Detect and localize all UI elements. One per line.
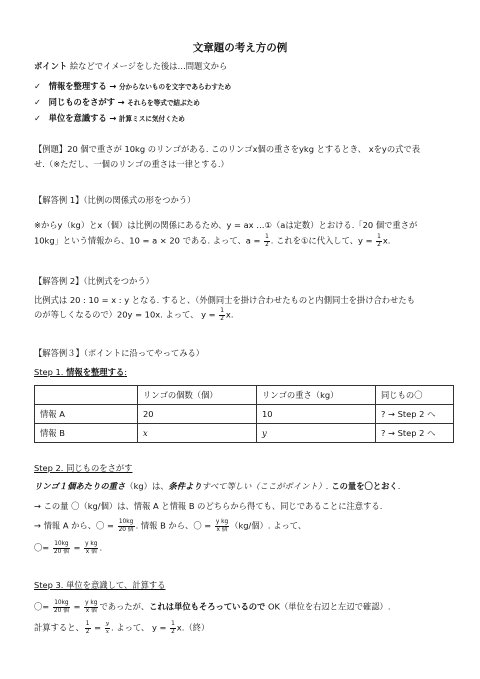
info-table (34, 385, 454, 443)
table-header-row (35, 386, 454, 405)
check-icon: ✓ (34, 81, 41, 91)
fraction: $\frac{1}{2}$ (171, 621, 175, 635)
sol1-text-c: x. (382, 235, 391, 246)
sol1-line-2 (34, 234, 450, 248)
table-header-cell: リンゴの個数（個） (138, 386, 257, 405)
table-cell: 情報 A (35, 405, 138, 424)
sol1-text-b: . これを①に代入して、y = (270, 235, 376, 246)
step2-emph-c: 条件より (168, 481, 202, 491)
step3-text: であったが、 (99, 601, 150, 612)
fraction: $\frac{10kg}{\text{20 個}}$ (53, 541, 69, 555)
step3-text: 計算すると、 (34, 622, 84, 633)
fraction: $\frac{1}{2}$ (85, 621, 90, 635)
fraction: $\frac{10kg}{\text{20 個}}$ (118, 519, 134, 533)
fraction: $\frac{10kg}{\text{20 個}}$ (53, 600, 69, 614)
sol3-heading: 【解答例３】（ポイントに沿ってやってみる） (34, 348, 205, 358)
step2-line-1 (34, 480, 450, 492)
point-item-sub: 分からないものを文字であらわすため (118, 83, 232, 91)
table-cell: ? → Step 2 へ (376, 405, 454, 424)
step2-emph-a: リンゴ１個あたりの重さ (34, 481, 126, 491)
step2-text: . 情報 B から、〇 = (135, 520, 214, 531)
step2-line-3 (34, 519, 450, 533)
sol1-line-1: ※からy（kg）とx（個）は比例の関係にあるため、y = ax …①（aは定数）とおける.「20 個で重さが (34, 220, 418, 230)
arrow: → (117, 97, 125, 107)
table-cell: 20 (138, 405, 257, 424)
step2-text: （kg/個）. よって、 (230, 520, 307, 531)
table-cell: ? → Step 2 へ (376, 424, 454, 443)
step2-line-4 (34, 541, 450, 555)
step3-text: = (91, 622, 104, 633)
step3-heading: Step 3. 単位を意識して、計算する (34, 580, 166, 590)
step1-heading (34, 366, 450, 378)
step2-text: → 情報 A から、〇 = (34, 520, 117, 531)
step1-prefix: Step 1. (34, 367, 67, 377)
step2-text: . (99, 542, 103, 553)
table-row (35, 405, 454, 424)
fraction: $\frac{1}{2}$ (220, 308, 224, 322)
step3-text: . よって、 y = (111, 622, 170, 633)
step3-emph: これは単位もそろっているので (149, 601, 266, 612)
step3-text: 〇= (34, 601, 52, 612)
step2-text: = (70, 542, 84, 553)
sol1-text-a: 10kg」という情報から、10 = a × 20 である. よって、a = (34, 235, 264, 246)
point-item-main: 同じものをさがす (48, 97, 116, 107)
sol2-text-a: のが等しくなるので）20y = 10x. よって、 y = (34, 309, 219, 320)
arrow: → (109, 81, 117, 91)
check-icon: ✓ (34, 113, 41, 123)
step1-suffix: : (124, 367, 127, 377)
check-icon: ✓ (34, 97, 41, 107)
point-item-sub: それらを等式で結ぶため (127, 99, 200, 107)
table-cell: 10 (257, 405, 376, 424)
step3-line-1 (34, 600, 450, 614)
step3-text: OK（単位を右辺と左辺で確認）. (265, 601, 391, 612)
point-item-2 (34, 96, 450, 109)
point-text: 絵などでイメージをした後は…問題文から (69, 61, 228, 71)
step2-text-b: （kg）は、 (125, 481, 169, 491)
point-item-main: 情報を整理する (48, 81, 107, 91)
fraction: $\frac{1}{2}$ (265, 234, 269, 248)
step2-text-f: . (397, 481, 401, 491)
point-item-main: 単位を意識する (48, 113, 107, 123)
sol1-heading: 【解答例 1】（比例の関係式の形をつかう） (34, 195, 196, 205)
table-header-cell: 同じもの〇 (376, 386, 454, 405)
step2-emph-e: この量を〇とおく (331, 481, 398, 491)
step3-line-2 (34, 621, 450, 635)
point-line (34, 60, 450, 72)
sol2-line-1: 比例式は 20 : 10 = x : y となる. すると、（外側同士を掛け合わせたものと内側同士を掛け合わせたも (34, 295, 415, 305)
fraction: $\frac{1}{2}$ (377, 234, 381, 248)
step3-text: x.（終） (176, 622, 210, 633)
step2-heading: Step 2. 同じものをさがす (34, 463, 133, 473)
arrow: → (109, 113, 117, 123)
table-header-cell (35, 386, 138, 405)
step1-bold: 情報を整理する (66, 367, 125, 377)
fraction: $\frac{\text{y kg}}{\text{x 個}}$ (215, 519, 229, 533)
sol2-text-b: x. (225, 309, 234, 320)
sol2-line-2 (34, 308, 450, 322)
table-cell: 情報 B (35, 424, 138, 443)
step3-text: = (70, 601, 84, 612)
fraction: $\frac{y}{x}$ (105, 621, 110, 635)
point-item-sub: 計算ミスに気付くため (118, 115, 185, 123)
fraction: $\frac{\text{y kg}}{\text{x 個}}$ (85, 541, 98, 555)
table-row (35, 424, 454, 443)
example-line-2: せ.（※ただし、一個のリンゴの重さは一律とする.） (34, 159, 229, 169)
page-title: 文章題の考え方の例 (192, 42, 288, 54)
step2-line-2: → この量 〇（kg/個）は、情報 A と情報 B のどちらから得ても、同じであることに注意する. (34, 501, 383, 511)
table-cell: y (257, 424, 376, 443)
point-item-1 (34, 80, 450, 93)
fraction: $\frac{\text{y kg}}{\text{x 個}}$ (85, 600, 98, 614)
point-label: ポイント (34, 61, 68, 71)
table-header-cell: リンゴの重さ（kg） (257, 386, 376, 405)
table-cell: x (138, 424, 257, 443)
point-item-3 (34, 112, 450, 125)
example-line-1: 【例題】20 個で重さが 10kg のリンゴがある. このリンゴx個の重さをykg とするとき、 xをyの式で表 (34, 144, 421, 154)
step2-text-d: すべて等しい（ここがポイント）. (201, 481, 329, 491)
sol2-heading: 【解答例 2】（比例式をつかう） (34, 276, 154, 286)
step2-text: 〇= (34, 542, 52, 553)
